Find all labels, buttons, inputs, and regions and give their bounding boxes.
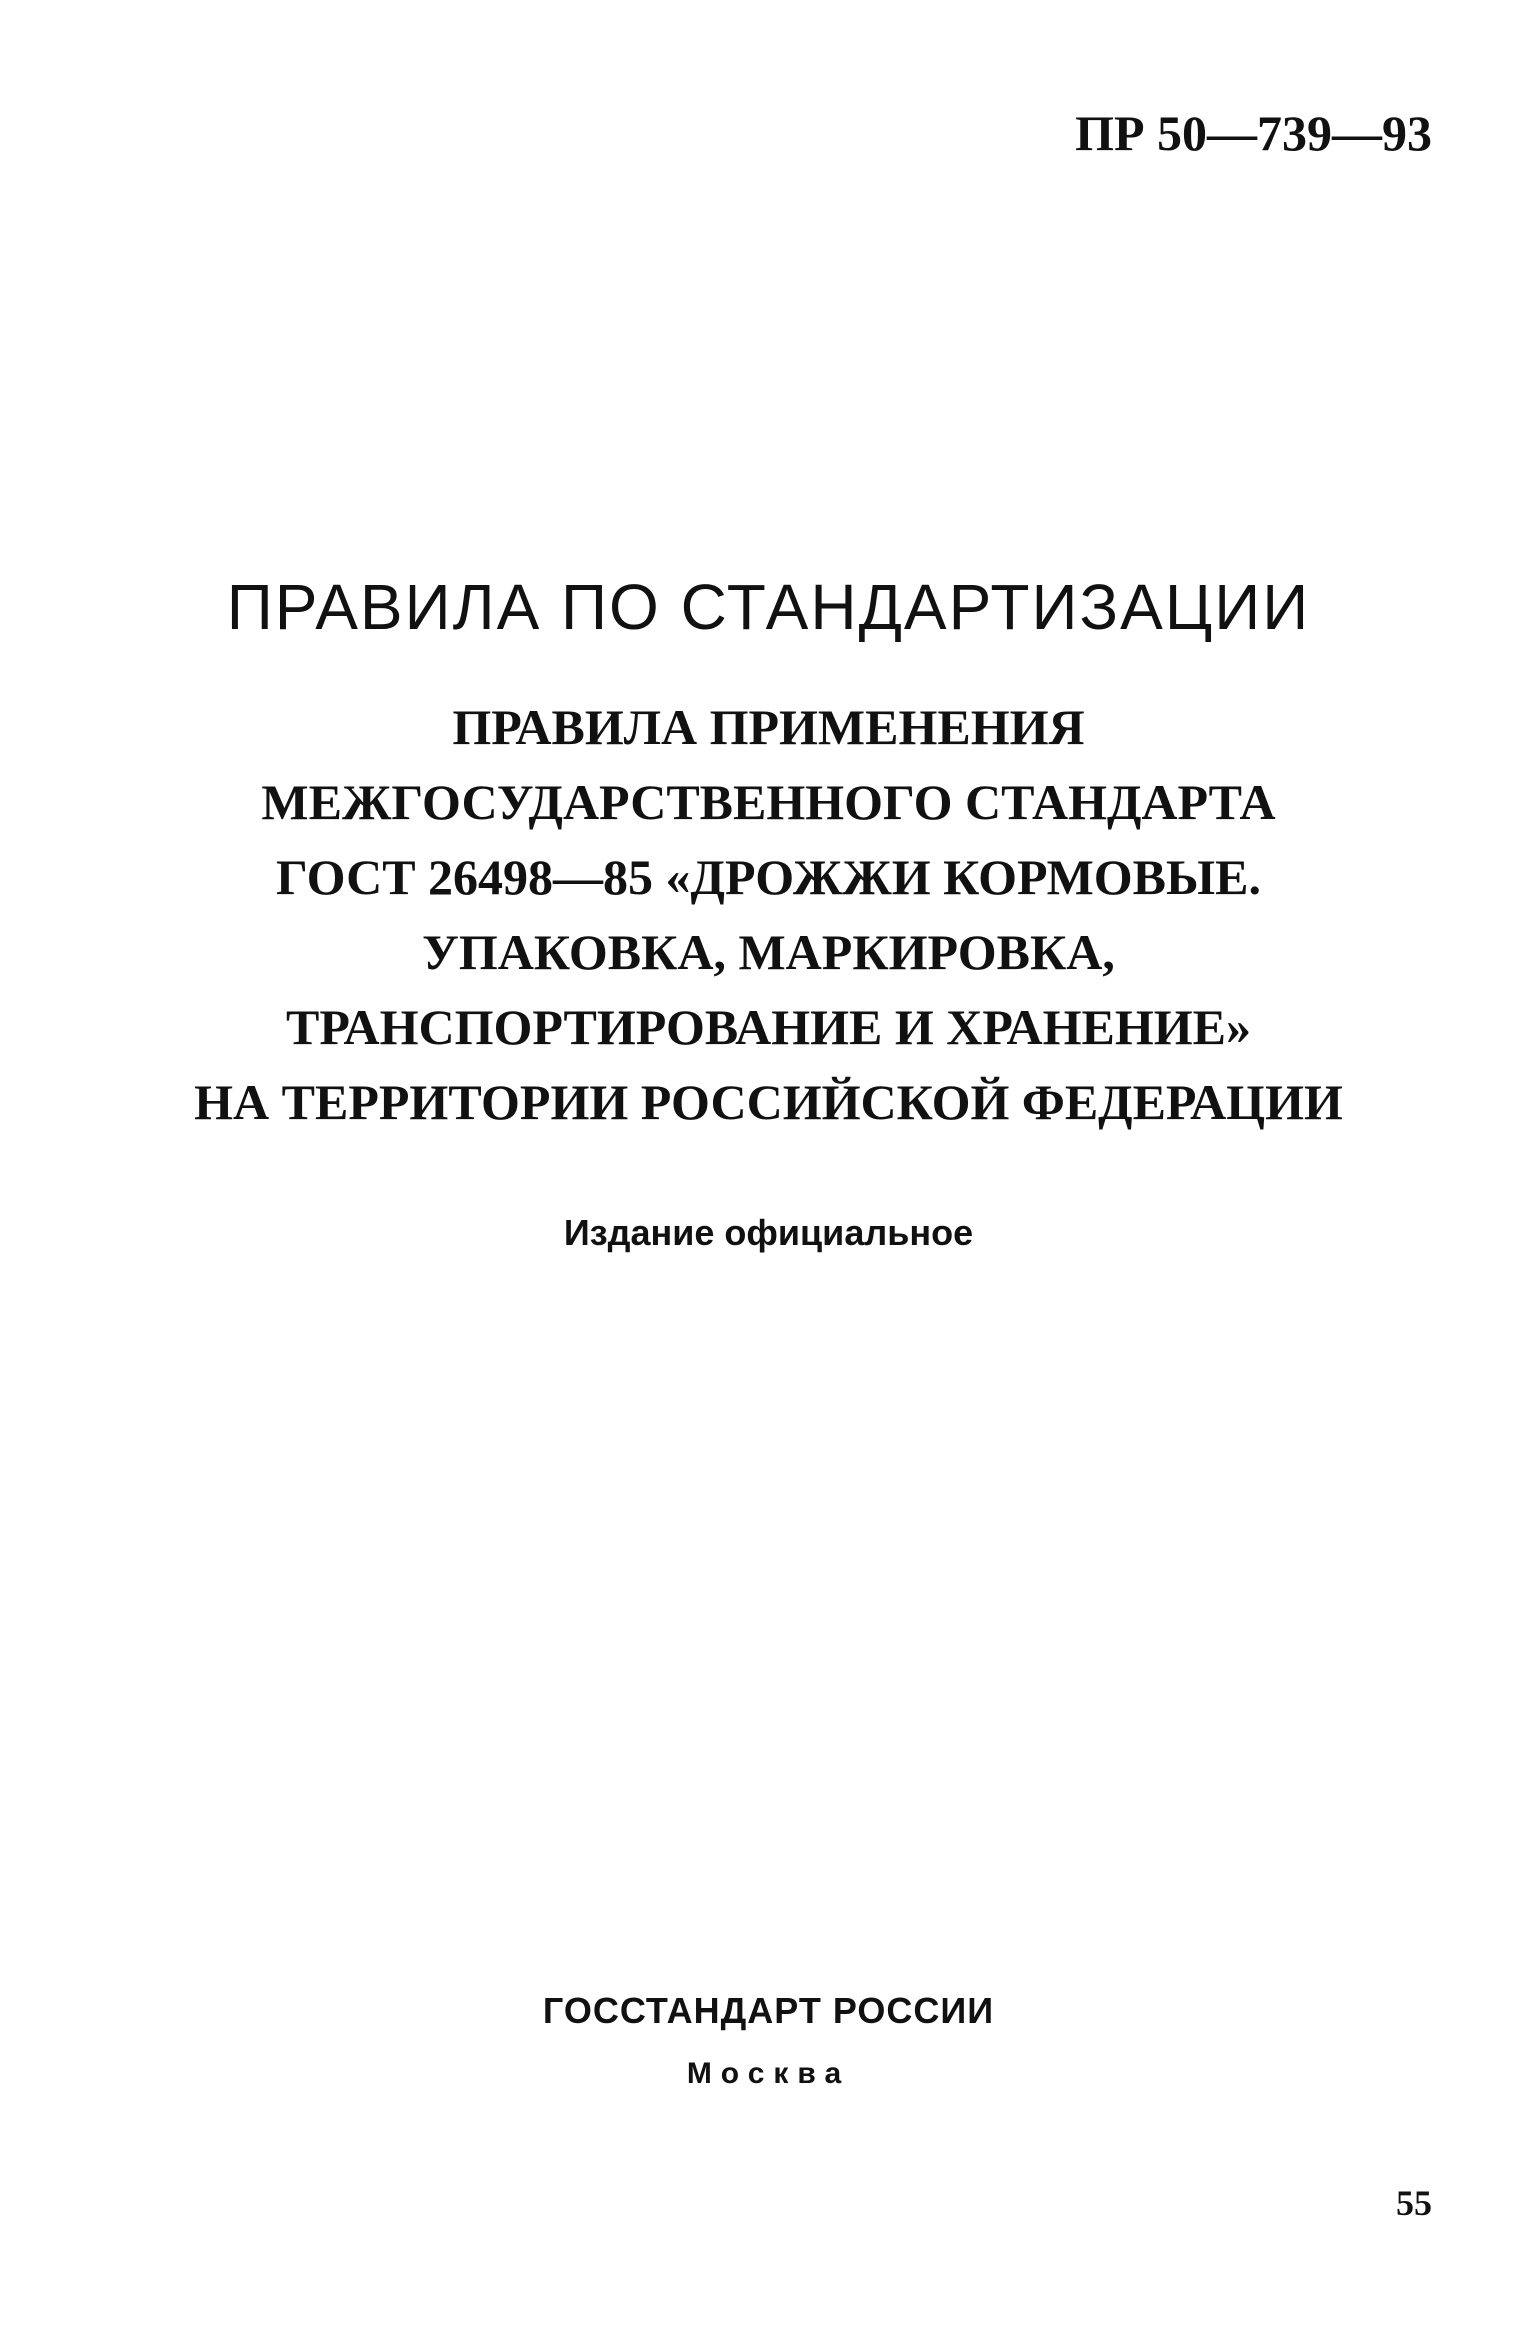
page-number: 55 — [1396, 2183, 1432, 2223]
publication-city: Москва — [686, 2057, 851, 2090]
title-line-4: УПАКОВКА, МАРКИРОВКА, — [422, 924, 1115, 980]
publisher: ГОССТАНДАРТ РОССИИ — [542, 1990, 995, 2031]
document-title — [0, 690, 1537, 1140]
title-line-3: ГОСТ 26498—85 «ДРОЖЖИ КОРМОВЫЕ. — [276, 849, 1261, 905]
title-line-6: НА ТЕРРИТОРИИ РОССИЙСКОЙ ФЕДЕРАЦИИ — [194, 1074, 1343, 1130]
title-line-1: ПРАВИЛА ПРИМЕНЕНИЯ — [452, 699, 1085, 755]
edition-note: Издание официальное — [563, 1212, 974, 1253]
title-line-2: МЕЖГОСУДАРСТВЕННОГО СТАНДАРТА — [261, 774, 1276, 830]
series-title: ПРАВИЛА ПО СТАНДАРТИЗАЦИИ — [226, 571, 1311, 643]
title-line-5: ТРАНСПОРТИРОВАНИЕ И ХРАНЕНИЕ» — [286, 999, 1251, 1055]
document-code: ПР 50—739—93 — [1075, 105, 1432, 161]
